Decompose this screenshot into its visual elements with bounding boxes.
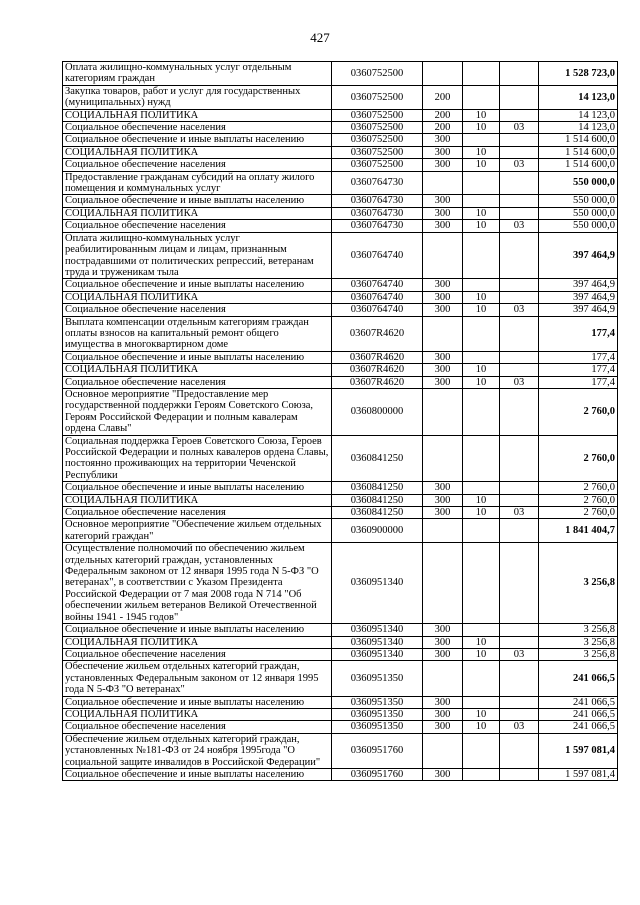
table-row bbox=[63, 364, 618, 376]
amount-cell: 241 066,5 bbox=[539, 708, 618, 720]
target-code-cell: 0360764740 bbox=[332, 232, 423, 279]
row-name-cell: Социальное обеспечение и иные выплаты населению bbox=[63, 696, 332, 708]
amount-cell: 1 597 081,4 bbox=[539, 768, 618, 780]
expense-type-cell bbox=[423, 733, 463, 768]
target-code-cell: 0360951340 bbox=[332, 624, 423, 636]
table-row bbox=[63, 768, 618, 780]
table-row bbox=[63, 388, 618, 435]
row-name-cell: Социальное обеспечение населения bbox=[63, 159, 332, 171]
subsection-cell bbox=[500, 291, 539, 303]
subsection-cell bbox=[500, 171, 539, 195]
subsection-cell bbox=[500, 696, 539, 708]
subsection-cell: 03 bbox=[500, 507, 539, 519]
subsection-cell bbox=[500, 232, 539, 279]
amount-cell: 1 514 600,0 bbox=[539, 146, 618, 158]
table-row bbox=[63, 494, 618, 506]
expense-type-cell: 300 bbox=[423, 195, 463, 207]
row-name-cell: Основное мероприятие "Обеспечение жильем отдельных категорий граждан" bbox=[63, 519, 332, 543]
expense-type-cell: 300 bbox=[423, 291, 463, 303]
amount-cell: 241 066,5 bbox=[539, 721, 618, 733]
subsection-cell bbox=[500, 768, 539, 780]
row-name-cell: Выплата компенсации отдельным категориям граждан оплаты взносов на капитальный ремонт общего имущества в многоквартирном доме bbox=[63, 316, 332, 351]
table-row bbox=[63, 482, 618, 494]
target-code-cell: 0360764730 bbox=[332, 207, 423, 219]
row-name-cell: Оплата жилищно-коммунальных услуг реабилитированным лицам и лицам, признанным пострадавшими от политических репрессий, ветеранам труда и труженикам тыла bbox=[63, 232, 332, 279]
subsection-cell bbox=[500, 519, 539, 543]
row-name-cell: Осуществление полномочий по обеспечению жильем отдельных категорий граждан, установленных Федеральным законом от 12 января 1995 года N 5-ФЗ "О ветеранах", в соответствии с Указом Президента Российской Федерации от 7 мая 2008 года N 714 "Об обеспечении жильем ветеранов Великой Отечественной войны 1941 - 1945 годов" bbox=[63, 543, 332, 624]
section-cell bbox=[463, 543, 500, 624]
row-name-cell: СОЦИАЛЬНАЯ ПОЛИТИКА bbox=[63, 636, 332, 648]
table-row bbox=[63, 62, 618, 86]
expense-type-cell: 300 bbox=[423, 279, 463, 291]
section-cell bbox=[463, 696, 500, 708]
amount-cell: 2 760,0 bbox=[539, 494, 618, 506]
row-name-cell: СОЦИАЛЬНАЯ ПОЛИТИКА bbox=[63, 109, 332, 121]
budget-table-body bbox=[63, 62, 618, 781]
expense-type-cell: 300 bbox=[423, 482, 463, 494]
table-row bbox=[63, 721, 618, 733]
section-cell: 10 bbox=[463, 304, 500, 316]
target-code-cell: 0360951350 bbox=[332, 721, 423, 733]
section-cell bbox=[463, 85, 500, 109]
target-code-cell: 0360752500 bbox=[332, 159, 423, 171]
row-name-cell: Социальное обеспечение и иные выплаты населению bbox=[63, 351, 332, 363]
section-cell bbox=[463, 279, 500, 291]
expense-type-cell: 300 bbox=[423, 494, 463, 506]
amount-cell: 397 464,9 bbox=[539, 304, 618, 316]
table-row bbox=[63, 648, 618, 660]
expense-type-cell bbox=[423, 316, 463, 351]
section-cell bbox=[463, 134, 500, 146]
row-name-cell: Социальная поддержка Героев Советского Союза, Героев Российской Федерации и полных кавалеров ордена Славы, постоянно проживающих на территории Чеченской Республики bbox=[63, 435, 332, 482]
expense-type-cell bbox=[423, 435, 463, 482]
target-code-cell: 0360752500 bbox=[332, 146, 423, 158]
table-row bbox=[63, 519, 618, 543]
subsection-cell bbox=[500, 435, 539, 482]
expense-type-cell: 300 bbox=[423, 648, 463, 660]
subsection-cell: 03 bbox=[500, 122, 539, 134]
table-row bbox=[63, 220, 618, 232]
row-name-cell: Социальное обеспечение населения bbox=[63, 648, 332, 660]
expense-type-cell bbox=[423, 543, 463, 624]
table-row bbox=[63, 195, 618, 207]
subsection-cell bbox=[500, 316, 539, 351]
expense-type-cell: 300 bbox=[423, 304, 463, 316]
row-name-cell: Обеспечение жильем отдельных категорий граждан, установленных №181-ФЗ от 24 ноября 1995года "О социальной защите инвалидов в Российской Федерации" bbox=[63, 733, 332, 768]
section-cell: 10 bbox=[463, 291, 500, 303]
target-code-cell: 0360764730 bbox=[332, 195, 423, 207]
section-cell: 10 bbox=[463, 708, 500, 720]
table-row bbox=[63, 171, 618, 195]
row-name-cell: Социальное обеспечение и иные выплаты населению bbox=[63, 482, 332, 494]
amount-cell: 550 000,0 bbox=[539, 207, 618, 219]
table-row bbox=[63, 134, 618, 146]
amount-cell: 14 123,0 bbox=[539, 85, 618, 109]
target-code-cell: 0360752500 bbox=[332, 134, 423, 146]
row-name-cell: Закупка товаров, работ и услуг для государственных (муниципальных) нужд bbox=[63, 85, 332, 109]
expense-type-cell: 200 bbox=[423, 109, 463, 121]
section-cell bbox=[463, 388, 500, 435]
section-cell: 10 bbox=[463, 507, 500, 519]
table-row bbox=[63, 85, 618, 109]
subsection-cell bbox=[500, 109, 539, 121]
table-row bbox=[63, 708, 618, 720]
table-row bbox=[63, 304, 618, 316]
subsection-cell: 03 bbox=[500, 220, 539, 232]
expense-type-cell bbox=[423, 388, 463, 435]
subsection-cell: 03 bbox=[500, 304, 539, 316]
target-code-cell: 0360841250 bbox=[332, 507, 423, 519]
row-name-cell: Социальное обеспечение и иные выплаты населению bbox=[63, 134, 332, 146]
expense-type-cell: 300 bbox=[423, 636, 463, 648]
section-cell bbox=[463, 351, 500, 363]
section-cell bbox=[463, 435, 500, 482]
target-code-cell: 0360764730 bbox=[332, 171, 423, 195]
table-row bbox=[63, 624, 618, 636]
table-row bbox=[63, 376, 618, 388]
row-name-cell: СОЦИАЛЬНАЯ ПОЛИТИКА bbox=[63, 146, 332, 158]
target-code-cell: 0360841250 bbox=[332, 482, 423, 494]
amount-cell: 177,4 bbox=[539, 351, 618, 363]
row-name-cell: Социальное обеспечение и иные выплаты населению bbox=[63, 768, 332, 780]
expense-type-cell: 200 bbox=[423, 85, 463, 109]
section-cell: 10 bbox=[463, 220, 500, 232]
table-row bbox=[63, 232, 618, 279]
amount-cell: 2 760,0 bbox=[539, 388, 618, 435]
amount-cell: 3 256,8 bbox=[539, 636, 618, 648]
section-cell: 10 bbox=[463, 146, 500, 158]
amount-cell: 241 066,5 bbox=[539, 696, 618, 708]
target-code-cell: 0360951340 bbox=[332, 543, 423, 624]
row-name-cell: Социальное обеспечение и иные выплаты населению bbox=[63, 279, 332, 291]
table-row bbox=[63, 696, 618, 708]
target-code-cell: 0360752500 bbox=[332, 109, 423, 121]
expense-type-cell: 300 bbox=[423, 768, 463, 780]
target-code-cell: 0360841250 bbox=[332, 494, 423, 506]
amount-cell: 241 066,5 bbox=[539, 661, 618, 696]
amount-cell: 2 760,0 bbox=[539, 435, 618, 482]
row-name-cell: Оплата жилищно-коммунальных услуг отдельным категориям граждан bbox=[63, 62, 332, 86]
section-cell: 10 bbox=[463, 207, 500, 219]
table-row bbox=[63, 507, 618, 519]
target-code-cell: 03607R4620 bbox=[332, 316, 423, 351]
expense-type-cell: 300 bbox=[423, 351, 463, 363]
section-cell: 10 bbox=[463, 648, 500, 660]
table-row bbox=[63, 109, 618, 121]
row-name-cell: СОЦИАЛЬНАЯ ПОЛИТИКА bbox=[63, 291, 332, 303]
target-code-cell: 03607R4620 bbox=[332, 376, 423, 388]
table-row bbox=[63, 316, 618, 351]
target-code-cell: 0360841250 bbox=[332, 435, 423, 482]
expense-type-cell bbox=[423, 62, 463, 86]
table-row bbox=[63, 435, 618, 482]
row-name-cell: Предоставление гражданам субсидий на оплату жилого помещения и коммунальных услуг bbox=[63, 171, 332, 195]
row-name-cell: Социальное обеспечение населения bbox=[63, 122, 332, 134]
expense-type-cell: 300 bbox=[423, 721, 463, 733]
target-code-cell: 0360800000 bbox=[332, 388, 423, 435]
amount-cell: 1 841 404,7 bbox=[539, 519, 618, 543]
section-cell bbox=[463, 768, 500, 780]
target-code-cell: 0360764740 bbox=[332, 291, 423, 303]
expense-type-cell bbox=[423, 171, 463, 195]
subsection-cell: 03 bbox=[500, 721, 539, 733]
expense-type-cell: 300 bbox=[423, 207, 463, 219]
section-cell: 10 bbox=[463, 636, 500, 648]
subsection-cell bbox=[500, 351, 539, 363]
section-cell bbox=[463, 624, 500, 636]
amount-cell: 177,4 bbox=[539, 376, 618, 388]
expense-type-cell bbox=[423, 519, 463, 543]
section-cell: 10 bbox=[463, 721, 500, 733]
amount-cell: 2 760,0 bbox=[539, 482, 618, 494]
amount-cell: 1 514 600,0 bbox=[539, 159, 618, 171]
subsection-cell bbox=[500, 62, 539, 86]
section-cell: 10 bbox=[463, 364, 500, 376]
section-cell bbox=[463, 195, 500, 207]
section-cell bbox=[463, 661, 500, 696]
target-code-cell: 03607R4620 bbox=[332, 351, 423, 363]
row-name-cell: Социальное обеспечение населения bbox=[63, 220, 332, 232]
amount-cell: 177,4 bbox=[539, 364, 618, 376]
target-code-cell: 0360764730 bbox=[332, 220, 423, 232]
table-row bbox=[63, 146, 618, 158]
amount-cell: 3 256,8 bbox=[539, 543, 618, 624]
row-name-cell: Социальное обеспечение населения bbox=[63, 304, 332, 316]
expense-type-cell: 300 bbox=[423, 146, 463, 158]
amount-cell: 177,4 bbox=[539, 316, 618, 351]
subsection-cell bbox=[500, 207, 539, 219]
table-row bbox=[63, 207, 618, 219]
amount-cell: 1 528 723,0 bbox=[539, 62, 618, 86]
subsection-cell: 03 bbox=[500, 648, 539, 660]
section-cell bbox=[463, 232, 500, 279]
expense-type-cell: 300 bbox=[423, 708, 463, 720]
expense-type-cell: 300 bbox=[423, 696, 463, 708]
amount-cell: 550 000,0 bbox=[539, 171, 618, 195]
section-cell bbox=[463, 316, 500, 351]
target-code-cell: 0360951350 bbox=[332, 696, 423, 708]
budget-table bbox=[62, 61, 618, 781]
amount-cell: 550 000,0 bbox=[539, 195, 618, 207]
section-cell: 10 bbox=[463, 376, 500, 388]
target-code-cell: 0360951350 bbox=[332, 708, 423, 720]
subsection-cell bbox=[500, 624, 539, 636]
subsection-cell bbox=[500, 482, 539, 494]
amount-cell: 1 514 600,0 bbox=[539, 134, 618, 146]
subsection-cell bbox=[500, 146, 539, 158]
target-code-cell: 0360764740 bbox=[332, 304, 423, 316]
section-cell: 10 bbox=[463, 109, 500, 121]
row-name-cell: Основное мероприятие "Предоставление мер государственной поддержки Героям Советского Союза, Героям Российской Федерации и полным кавалерам ордена Славы" bbox=[63, 388, 332, 435]
target-code-cell: 0360764740 bbox=[332, 279, 423, 291]
row-name-cell: Социальное обеспечение населения bbox=[63, 376, 332, 388]
target-code-cell: 0360752500 bbox=[332, 85, 423, 109]
subsection-cell bbox=[500, 85, 539, 109]
table-row bbox=[63, 661, 618, 696]
section-cell bbox=[463, 62, 500, 86]
expense-type-cell: 300 bbox=[423, 364, 463, 376]
target-code-cell: 0360951340 bbox=[332, 648, 423, 660]
table-row bbox=[63, 291, 618, 303]
section-cell bbox=[463, 482, 500, 494]
subsection-cell bbox=[500, 636, 539, 648]
table-row bbox=[63, 279, 618, 291]
target-code-cell: 0360752500 bbox=[332, 122, 423, 134]
amount-cell: 550 000,0 bbox=[539, 220, 618, 232]
amount-cell: 14 123,0 bbox=[539, 109, 618, 121]
row-name-cell: СОЦИАЛЬНАЯ ПОЛИТИКА bbox=[63, 207, 332, 219]
section-cell: 10 bbox=[463, 159, 500, 171]
amount-cell: 2 760,0 bbox=[539, 507, 618, 519]
expense-type-cell: 300 bbox=[423, 376, 463, 388]
target-code-cell: 0360951760 bbox=[332, 768, 423, 780]
subsection-cell: 03 bbox=[500, 376, 539, 388]
table-row bbox=[63, 122, 618, 134]
page-number: 427 bbox=[310, 30, 330, 45]
amount-cell: 3 256,8 bbox=[539, 648, 618, 660]
expense-type-cell: 300 bbox=[423, 220, 463, 232]
target-code-cell: 0360951340 bbox=[332, 636, 423, 648]
row-name-cell: Социальное обеспечение населения bbox=[63, 721, 332, 733]
expense-type-cell: 300 bbox=[423, 134, 463, 146]
subsection-cell bbox=[500, 279, 539, 291]
subsection-cell bbox=[500, 134, 539, 146]
row-name-cell: Социальное обеспечение и иные выплаты населению bbox=[63, 624, 332, 636]
table-row bbox=[63, 159, 618, 171]
target-code-cell: 0360900000 bbox=[332, 519, 423, 543]
expense-type-cell bbox=[423, 661, 463, 696]
subsection-cell bbox=[500, 661, 539, 696]
expense-type-cell bbox=[423, 232, 463, 279]
subsection-cell bbox=[500, 195, 539, 207]
expense-type-cell: 200 bbox=[423, 122, 463, 134]
amount-cell: 3 256,8 bbox=[539, 624, 618, 636]
subsection-cell bbox=[500, 733, 539, 768]
section-cell: 10 bbox=[463, 494, 500, 506]
amount-cell: 1 597 081,4 bbox=[539, 733, 618, 768]
row-name-cell: СОЦИАЛЬНАЯ ПОЛИТИКА bbox=[63, 708, 332, 720]
expense-type-cell: 300 bbox=[423, 624, 463, 636]
subsection-cell bbox=[500, 494, 539, 506]
table-row bbox=[63, 636, 618, 648]
target-code-cell: 0360951350 bbox=[332, 661, 423, 696]
row-name-cell: СОЦИАЛЬНАЯ ПОЛИТИКА bbox=[63, 494, 332, 506]
subsection-cell: 03 bbox=[500, 159, 539, 171]
amount-cell: 14 123,0 bbox=[539, 122, 618, 134]
section-cell bbox=[463, 519, 500, 543]
section-cell bbox=[463, 171, 500, 195]
target-code-cell: 0360951760 bbox=[332, 733, 423, 768]
row-name-cell: Обеспечение жильем отдельных категорий граждан, установленных Федеральным законом от 12 января 1995 года N 5-ФЗ "О ветеранах" bbox=[63, 661, 332, 696]
subsection-cell bbox=[500, 388, 539, 435]
row-name-cell: СОЦИАЛЬНАЯ ПОЛИТИКА bbox=[63, 364, 332, 376]
expense-type-cell: 300 bbox=[423, 159, 463, 171]
row-name-cell: Социальное обеспечение населения bbox=[63, 507, 332, 519]
table-row bbox=[63, 543, 618, 624]
section-cell: 10 bbox=[463, 122, 500, 134]
target-code-cell: 0360752500 bbox=[332, 62, 423, 86]
row-name-cell: Социальное обеспечение и иные выплаты населению bbox=[63, 195, 332, 207]
amount-cell: 397 464,9 bbox=[539, 232, 618, 279]
expense-type-cell: 300 bbox=[423, 507, 463, 519]
amount-cell: 397 464,9 bbox=[539, 279, 618, 291]
subsection-cell bbox=[500, 708, 539, 720]
table-row bbox=[63, 733, 618, 768]
table-row bbox=[63, 351, 618, 363]
target-code-cell: 03607R4620 bbox=[332, 364, 423, 376]
amount-cell: 397 464,9 bbox=[539, 291, 618, 303]
subsection-cell bbox=[500, 364, 539, 376]
subsection-cell bbox=[500, 543, 539, 624]
section-cell bbox=[463, 733, 500, 768]
